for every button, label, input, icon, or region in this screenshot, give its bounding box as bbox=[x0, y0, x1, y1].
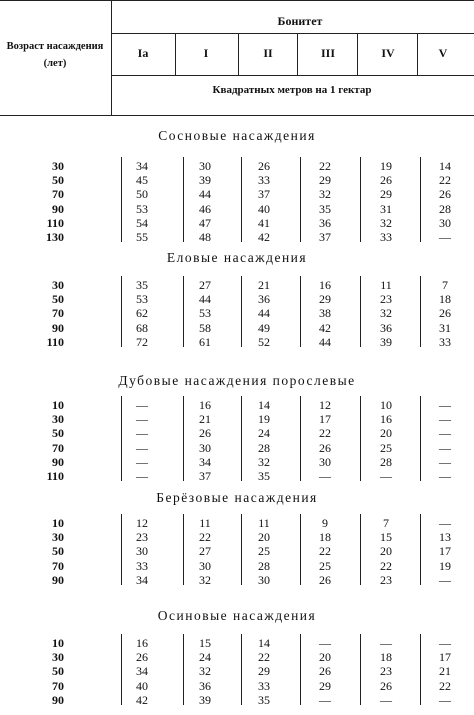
table-cell: 32 bbox=[199, 664, 211, 679]
table-cell: 18 bbox=[319, 530, 331, 545]
table-cell: 19 bbox=[439, 558, 451, 573]
row-age: 30 bbox=[52, 278, 64, 292]
table-cell: 72 bbox=[136, 334, 148, 349]
table-cell: 20 bbox=[380, 544, 392, 559]
table-cell: 36 bbox=[380, 320, 392, 335]
row-age: 50 bbox=[52, 544, 64, 559]
table-cell: 20 bbox=[380, 426, 392, 441]
column-bar bbox=[360, 157, 361, 242]
table-cell: 26 bbox=[199, 426, 211, 441]
table-cell: 22 bbox=[258, 650, 270, 665]
table-cell: 33 bbox=[439, 334, 451, 349]
row-age: 50 bbox=[52, 664, 64, 679]
class-header: III bbox=[320, 46, 335, 60]
table-cell: 58 bbox=[199, 320, 211, 335]
table-cell: — bbox=[136, 469, 148, 483]
row-age: 110 bbox=[46, 215, 64, 230]
table-cell: 55 bbox=[136, 230, 148, 244]
bonitet-header: Бонитет bbox=[277, 14, 323, 28]
row-age: 30 bbox=[52, 650, 64, 665]
column-bar bbox=[420, 396, 421, 481]
table-cell: 33 bbox=[136, 558, 148, 573]
table-cell: 25 bbox=[380, 440, 392, 455]
table-cell: 36 bbox=[258, 292, 270, 307]
column-bar bbox=[300, 276, 301, 347]
table-cell: 32 bbox=[319, 187, 331, 202]
table-cell: 62 bbox=[136, 306, 148, 321]
table-cell: — bbox=[439, 230, 451, 244]
table-cell: 32 bbox=[258, 454, 270, 469]
table-cell: — bbox=[439, 426, 451, 441]
table-cell: 35 bbox=[258, 692, 270, 707]
section-title: Еловые насаждения bbox=[166, 250, 308, 265]
column-bar bbox=[360, 396, 361, 481]
table-cell: 22 bbox=[319, 159, 331, 173]
table-cell: 20 bbox=[319, 650, 331, 665]
table-cell: 32 bbox=[380, 215, 392, 230]
table-cell: 29 bbox=[319, 678, 331, 693]
table-cell: 23 bbox=[136, 530, 148, 545]
table-cell: 34 bbox=[136, 664, 148, 679]
table-cell: 16 bbox=[380, 412, 392, 427]
table-cell: 37 bbox=[319, 230, 331, 244]
table-cell: 14 bbox=[439, 159, 451, 173]
table-cell: 30 bbox=[136, 544, 148, 559]
table-cell: 30 bbox=[199, 558, 211, 573]
table-cell: 15 bbox=[199, 636, 211, 650]
row-age: 90 bbox=[52, 201, 64, 216]
age-column-divider bbox=[111, 0, 112, 116]
table-cell: 25 bbox=[319, 558, 331, 573]
table-cell: 9 bbox=[322, 516, 328, 530]
table-cell: — bbox=[439, 412, 451, 427]
table-cell: 33 bbox=[380, 230, 392, 244]
column-bar bbox=[420, 157, 421, 242]
table-cell: — bbox=[439, 636, 451, 650]
column-bar bbox=[300, 157, 301, 242]
table-cell: 21 bbox=[199, 412, 211, 427]
row-age: 70 bbox=[52, 187, 64, 202]
table-cell: — bbox=[439, 692, 451, 707]
table-cell: 26 bbox=[136, 650, 148, 665]
table-cell: 29 bbox=[258, 664, 270, 679]
class-divider bbox=[238, 33, 239, 75]
table-cell: 26 bbox=[319, 664, 331, 679]
table-cell: 15 bbox=[380, 530, 392, 545]
table-cell: 18 bbox=[439, 292, 451, 307]
table-cell: 22 bbox=[319, 544, 331, 559]
table-cell: 33 bbox=[258, 173, 270, 188]
table-cell: 61 bbox=[199, 334, 211, 349]
table-cell: 18 bbox=[380, 650, 392, 665]
table-cell: 26 bbox=[380, 678, 392, 693]
table-cell: 24 bbox=[258, 426, 270, 441]
table-cell: 38 bbox=[319, 306, 331, 321]
table-cell: 26 bbox=[439, 306, 451, 321]
table-cell: 44 bbox=[319, 334, 331, 349]
table-cell: 16 bbox=[199, 398, 211, 412]
bonitet-rule bbox=[112, 33, 474, 34]
table-cell: 25 bbox=[258, 544, 270, 559]
table-cell: 68 bbox=[136, 320, 148, 335]
table-cell: 11 bbox=[258, 516, 270, 530]
table-cell: 21 bbox=[439, 664, 451, 679]
table-cell: 23 bbox=[380, 292, 392, 307]
table-cell: 11 bbox=[199, 516, 211, 530]
table-cell: 22 bbox=[439, 173, 451, 188]
header-bottom-rule bbox=[0, 115, 474, 116]
table-cell: 40 bbox=[136, 678, 148, 693]
table-cell: 36 bbox=[319, 215, 331, 230]
table-cell: — bbox=[439, 572, 451, 587]
table-cell: 23 bbox=[380, 664, 392, 679]
table-cell: 34 bbox=[136, 572, 148, 587]
class-divider bbox=[175, 33, 176, 75]
table-cell: 23 bbox=[380, 572, 392, 587]
row-age: 50 bbox=[52, 292, 64, 307]
table-cell: 26 bbox=[380, 173, 392, 188]
table-cell: 41 bbox=[258, 215, 270, 230]
column-bar bbox=[420, 514, 421, 585]
table-cell: 37 bbox=[258, 187, 270, 202]
table-cell: 53 bbox=[136, 292, 148, 307]
table-cell: 21 bbox=[258, 278, 270, 292]
table-cell: 7 bbox=[442, 278, 448, 292]
table-cell: 42 bbox=[319, 320, 331, 335]
table-cell: 33 bbox=[258, 678, 270, 693]
row-age: 90 bbox=[52, 692, 64, 707]
table-cell: 16 bbox=[319, 278, 331, 292]
table-cell: 53 bbox=[199, 306, 211, 321]
table-cell: 12 bbox=[136, 516, 148, 530]
column-bar bbox=[420, 634, 421, 705]
table-cell: 52 bbox=[258, 334, 270, 349]
table-cell: 36 bbox=[199, 678, 211, 693]
header-top-rule bbox=[0, 0, 474, 1]
table-cell: 44 bbox=[199, 292, 211, 307]
table-cell: 22 bbox=[199, 530, 211, 545]
row-age: 110 bbox=[46, 469, 64, 483]
table-cell: — bbox=[439, 398, 451, 412]
table-cell: 22 bbox=[439, 678, 451, 693]
section-title: Осиновые насаждения bbox=[157, 608, 317, 623]
column-bar bbox=[360, 514, 361, 585]
table-cell: 27 bbox=[199, 544, 211, 559]
table-cell: 31 bbox=[380, 201, 392, 216]
table-cell: 31 bbox=[439, 320, 451, 335]
table-cell: 26 bbox=[439, 187, 451, 202]
table-cell: — bbox=[136, 426, 148, 441]
row-age: 30 bbox=[52, 412, 64, 427]
table-cell: 42 bbox=[136, 692, 148, 707]
row-age: 30 bbox=[52, 159, 64, 173]
table-cell: 22 bbox=[380, 558, 392, 573]
class-header: Ia bbox=[137, 46, 149, 60]
table-cell: 39 bbox=[199, 692, 211, 707]
table-cell: — bbox=[439, 440, 451, 455]
table-cell: 34 bbox=[199, 454, 211, 469]
row-age: 70 bbox=[52, 306, 64, 321]
column-bar bbox=[300, 396, 301, 481]
table-cell: 44 bbox=[258, 306, 270, 321]
row-age: 10 bbox=[52, 516, 64, 530]
unit-label: Квадратных метров на 1 гектар bbox=[212, 84, 372, 96]
class-divider bbox=[297, 33, 298, 75]
table-cell: 45 bbox=[136, 173, 148, 188]
table-cell: 29 bbox=[319, 173, 331, 188]
table-cell: 30 bbox=[199, 159, 211, 173]
table-cell: — bbox=[136, 412, 148, 427]
table-cell: 17 bbox=[439, 650, 451, 665]
age-column-header: Возраст насаждения (лет) bbox=[6, 41, 104, 69]
table-cell: 13 bbox=[439, 530, 451, 545]
table-cell: 28 bbox=[380, 454, 392, 469]
column-bar bbox=[360, 276, 361, 347]
table-cell: — bbox=[380, 692, 392, 707]
table-cell: 28 bbox=[439, 201, 451, 216]
section-title: Берёзовые насаждения bbox=[156, 490, 318, 505]
table-cell: 20 bbox=[258, 530, 270, 545]
table-cell: — bbox=[439, 516, 451, 530]
table-cell: 29 bbox=[380, 187, 392, 202]
table-cell: 32 bbox=[380, 306, 392, 321]
table-cell: 44 bbox=[199, 187, 211, 202]
table-cell: 24 bbox=[199, 650, 211, 665]
table-cell: 10 bbox=[380, 398, 392, 412]
table-cell: 37 bbox=[199, 469, 211, 483]
table-cell: 49 bbox=[258, 320, 270, 335]
table-cell: 50 bbox=[136, 187, 148, 202]
table-cell: 30 bbox=[439, 215, 451, 230]
table-cell: 40 bbox=[258, 201, 270, 216]
table-cell: 26 bbox=[319, 572, 331, 587]
row-age: 30 bbox=[52, 530, 64, 545]
row-age: 70 bbox=[52, 440, 64, 455]
table-cell: 30 bbox=[319, 454, 331, 469]
table-cell: — bbox=[439, 454, 451, 469]
table-header bbox=[0, 0, 474, 117]
table-cell: 17 bbox=[319, 412, 331, 427]
class-header: V bbox=[438, 46, 448, 60]
table-cell: 19 bbox=[258, 412, 270, 427]
table-cell: — bbox=[319, 692, 331, 707]
table-cell: 28 bbox=[258, 558, 270, 573]
table-cell: 35 bbox=[136, 278, 148, 292]
table-cell: 19 bbox=[380, 159, 392, 173]
table-cell: 53 bbox=[136, 201, 148, 216]
section-title: Сосновые насаждения bbox=[158, 128, 316, 143]
table-cell: 42 bbox=[258, 230, 270, 244]
row-age: 50 bbox=[52, 426, 64, 441]
table-cell: — bbox=[439, 469, 451, 483]
table-cell: — bbox=[380, 636, 392, 650]
table-cell: 26 bbox=[258, 159, 270, 173]
column-bar bbox=[360, 634, 361, 705]
table-cell: 7 bbox=[383, 516, 389, 530]
column-bar bbox=[300, 634, 301, 705]
column-bar bbox=[300, 514, 301, 585]
table-cell: 11 bbox=[380, 278, 392, 292]
row-age: 50 bbox=[52, 173, 64, 188]
table-cell: 47 bbox=[199, 215, 211, 230]
table-cell: 16 bbox=[136, 636, 148, 650]
row-age: 110 bbox=[46, 334, 64, 349]
table-cell: 54 bbox=[136, 215, 148, 230]
column-bar bbox=[420, 276, 421, 347]
table-cell: 30 bbox=[258, 572, 270, 587]
class-header: II bbox=[263, 46, 273, 60]
table-cell: 34 bbox=[136, 159, 148, 173]
classes-rule bbox=[112, 75, 474, 76]
row-age: 90 bbox=[52, 320, 64, 335]
table-cell: 17 bbox=[439, 544, 451, 559]
row-age: 90 bbox=[52, 572, 64, 587]
row-age: 70 bbox=[52, 558, 64, 573]
row-age: 10 bbox=[52, 636, 64, 650]
row-age: 70 bbox=[52, 678, 64, 693]
table-cell: 14 bbox=[258, 398, 270, 412]
class-header: IV bbox=[381, 46, 395, 60]
table-cell: 48 bbox=[199, 230, 211, 244]
table-cell: 22 bbox=[319, 426, 331, 441]
table-cell: 12 bbox=[319, 398, 331, 412]
table-cell: 35 bbox=[258, 469, 270, 483]
table-cell: 28 bbox=[258, 440, 270, 455]
row-age: 90 bbox=[52, 454, 64, 469]
class-divider bbox=[357, 33, 358, 75]
table-cell: 32 bbox=[199, 572, 211, 587]
table-cell: — bbox=[136, 398, 148, 412]
table-cell: 14 bbox=[258, 636, 270, 650]
row-age: 130 bbox=[46, 230, 64, 244]
class-header: I bbox=[203, 46, 209, 60]
table-cell: — bbox=[136, 454, 148, 469]
table-cell: 46 bbox=[199, 201, 211, 216]
table-cell: 30 bbox=[199, 440, 211, 455]
table-cell: 39 bbox=[199, 173, 211, 188]
table-cell: 35 bbox=[319, 201, 331, 216]
table-cell: — bbox=[319, 469, 331, 483]
row-age: 10 bbox=[52, 398, 64, 412]
section-title: Дубовые насаждения порослевые bbox=[118, 373, 356, 388]
table-cell: 29 bbox=[319, 292, 331, 307]
table-cell: — bbox=[136, 440, 148, 455]
table-cell: — bbox=[319, 636, 331, 650]
table-cell: — bbox=[380, 469, 392, 483]
table-cell: 27 bbox=[199, 278, 211, 292]
table-cell: 26 bbox=[319, 440, 331, 455]
table-cell: 39 bbox=[380, 334, 392, 349]
